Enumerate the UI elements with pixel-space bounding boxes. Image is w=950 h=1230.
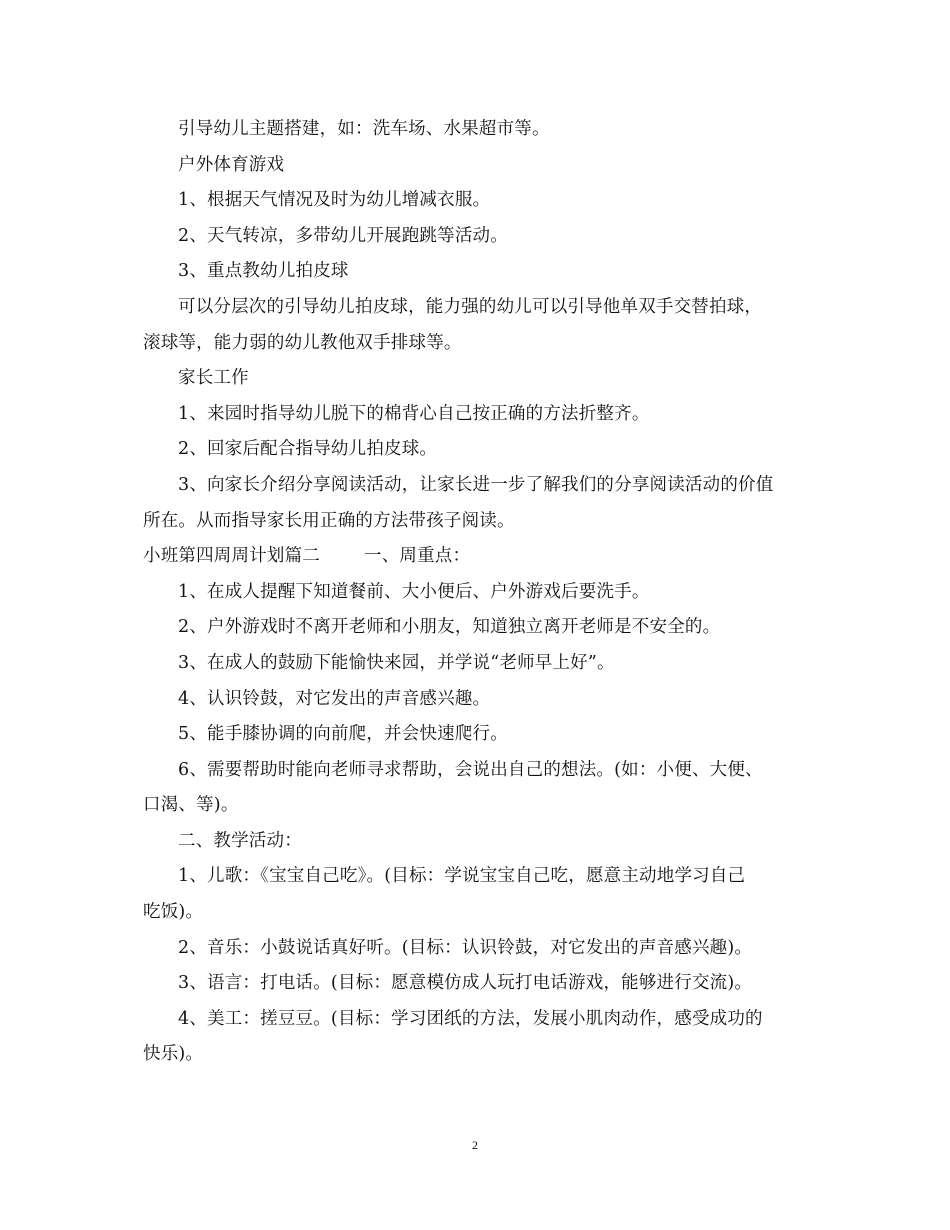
section-heading-outdoor-games: 户外体育游戏 xyxy=(178,154,285,175)
paragraph-line: 2、回家后配合指导幼儿拍皮球。 xyxy=(178,439,438,460)
paragraph-line: 引导幼儿主题搭建，如：洗车场、水果超市等。 xyxy=(178,119,550,139)
paragraph-line: 1、儿歌：《宝宝自己吃》。(目标：学说宝宝自己吃，愿意主动地学习自己 xyxy=(178,866,746,887)
paragraph-line: 5、能手膝协调的向前爬，并会快速爬行。 xyxy=(178,724,508,745)
section-subtitle: 一、周重点： xyxy=(364,546,471,567)
paragraph-line: 2、户外游戏时不离开老师和小朋友，知道独立离开老师是不安全的。 xyxy=(178,617,721,638)
paragraph-line-continued: 所在。从而指导家长用正确的方法带孩子阅读。 xyxy=(143,510,515,531)
paragraph-line-continued: 吃饭)。 xyxy=(143,902,204,923)
paragraph-line: 4、认识铃鼓，对它发出的声音感兴趣。 xyxy=(178,688,491,709)
paragraph-line: 1、根据天气情况及时为幼儿增减衣服。 xyxy=(178,190,491,211)
document-body xyxy=(143,112,808,1073)
section-title-line xyxy=(143,539,808,575)
paragraph-line: 3、语言：打电话。(目标：愿意模仿成人玩打电话游戏，能够进行交流)。 xyxy=(178,973,753,994)
paragraph-line: 3、向家长介绍分享阅读活动，让家长进一步了解我们的分享阅读活动的价值 xyxy=(178,474,774,495)
paragraph-line: 6、需要帮助时能向老师寻求帮助，会说出自己的想法。(如：小便、大便、 xyxy=(178,759,763,780)
section-heading-parent-work: 家长工作 xyxy=(178,368,249,389)
paragraph-line: 4、美工：搓豆豆。(目标：学习团纸的方法，发展小肌肉动作，感受成功的 xyxy=(178,1008,763,1029)
paragraph-line-continued: 滚球等，能力弱的幼儿教他双手排球等。 xyxy=(143,332,462,353)
paragraph-line: 3、在成人的鼓励下能愉快来园，并学说“老师早上好”。 xyxy=(178,652,615,673)
page-number: 2 xyxy=(472,1138,478,1152)
paragraph-line: 1、来园时指导幼儿脱下的棉背心自己按正确的方法折整齐。 xyxy=(178,403,650,424)
paragraph-line: 可以分层次的引导幼儿拍皮球，能力强的幼儿可以引导他单双手交替拍球， xyxy=(178,296,763,317)
section-heading-teaching-activities: 二、教学活动： xyxy=(178,830,302,851)
paragraph-line: 2、天气转凉，多带幼儿开展跑跳等活动。 xyxy=(178,225,508,246)
paragraph-line-continued: 快乐)。 xyxy=(143,1044,204,1065)
paragraph-line: 1、在成人提醒下知道餐前、大小便后、户外游戏后要洗手。 xyxy=(178,581,650,602)
paragraph-line: 3、重点教幼儿拍皮球 xyxy=(178,261,349,282)
section-title: 小班第四周周计划篇二 xyxy=(143,546,320,567)
paragraph-line-continued: 口渴、等)。 xyxy=(143,795,239,816)
paragraph-line: 2、音乐：小鼓说话真好听。(目标：认识铃鼓，对它发出的声音感兴趣)。 xyxy=(178,937,753,958)
